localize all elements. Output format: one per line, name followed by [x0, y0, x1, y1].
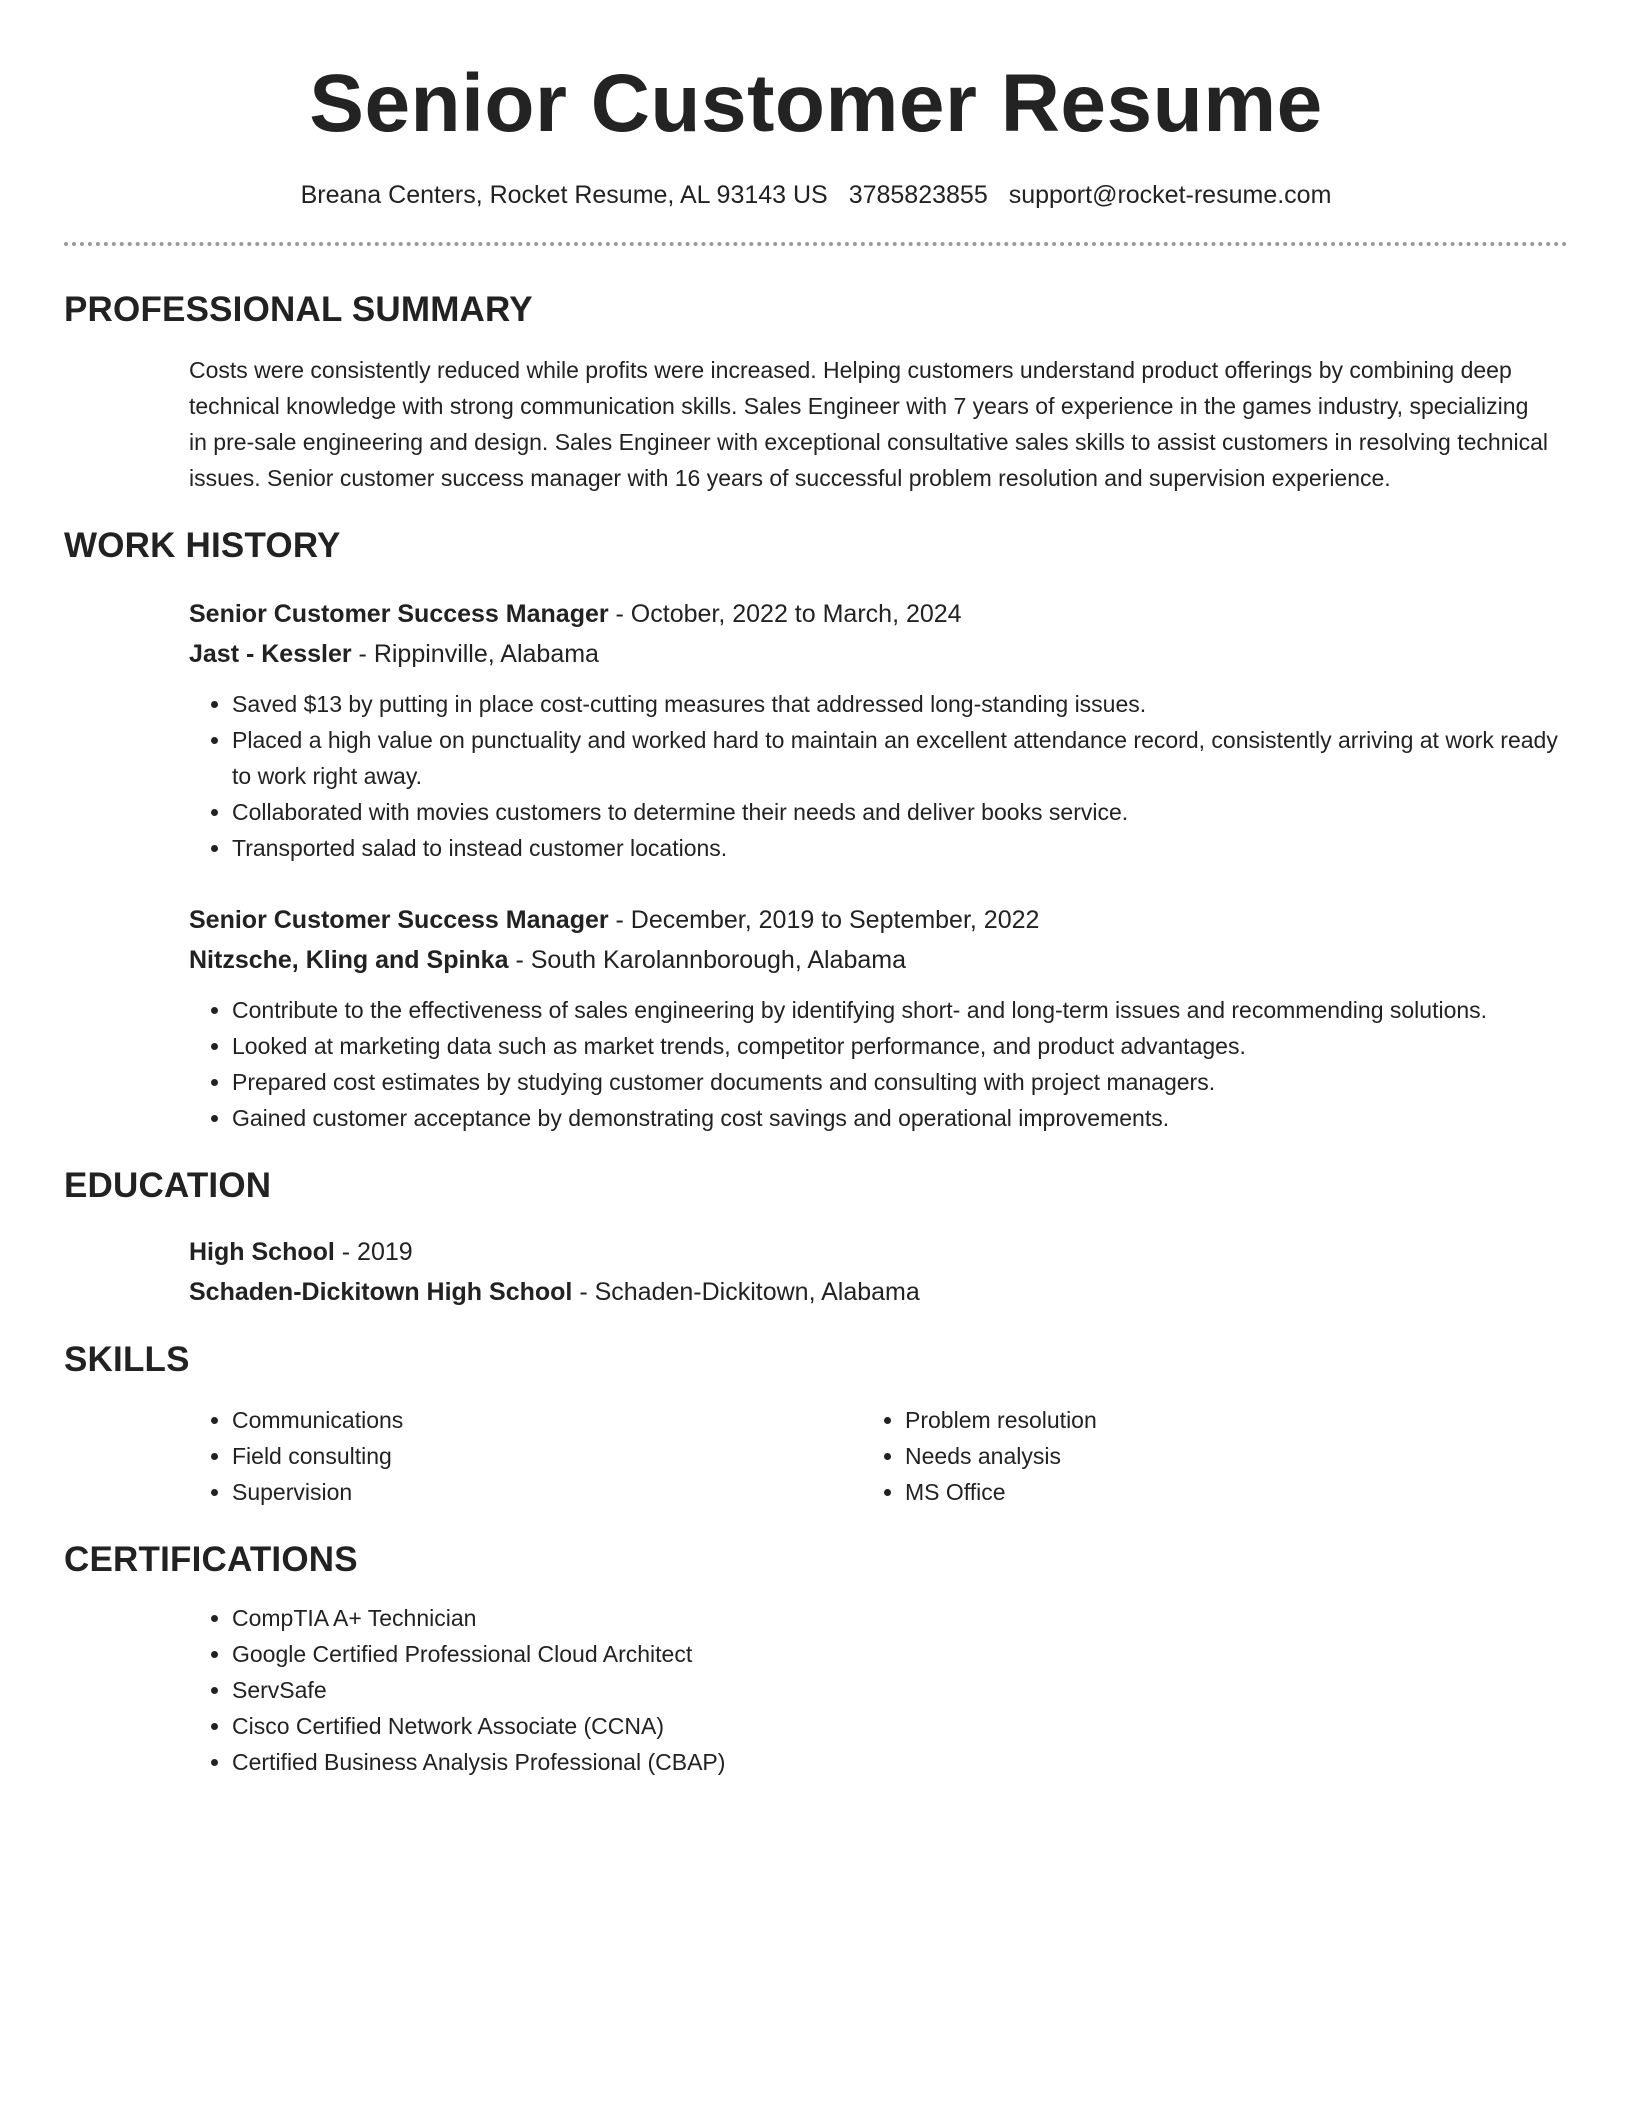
job-title: Senior Customer Success Manager: [189, 906, 609, 934]
certification-item: • ServSafe: [232, 1672, 1568, 1708]
contact-email: support@rocket-resume.com: [1008, 181, 1332, 209]
job-bullet: • Gained customer acceptance by demonstrating cost savings and operational improvements.: [232, 1100, 1568, 1136]
job-bullet: • Placed a high value on punctuality and worked hard to maintain an excellent attendance record, consistently arriving at work ready to work right away.: [232, 722, 1568, 794]
job-bullet: • Saved $13 by putting in place cost-cutting measures that addressed long-standing issues.: [232, 686, 1568, 722]
job-bullet: • Collaborated with movies customers to determine their needs and deliver books service.: [232, 794, 1568, 830]
skill-item: • Supervision: [232, 1474, 862, 1510]
resume-page: [64, 0, 1568, 1780]
education-school: Schaden-Dickitown High School: [189, 1278, 573, 1306]
job-location: - Rippinville, Alabama: [351, 640, 599, 668]
skills-grid: [189, 1402, 1568, 1510]
certifications-block: [189, 1600, 1568, 1780]
job-company: Jast - Kessler: [189, 640, 352, 668]
summary-heading: PROFESSIONAL SUMMARY: [64, 290, 533, 329]
skill-item: • Field consulting: [232, 1438, 862, 1474]
job-company: Nitzsche, Kling and Spinka: [189, 946, 509, 974]
job-dates: - December, 2019 to September, 2022: [608, 906, 1040, 934]
education-location: - Schaden-Dickitown, Alabama: [572, 1278, 920, 1306]
job-location: - South Karolannborough, Alabama: [508, 946, 906, 974]
job-bullet: • Transported salad to instead customer locations.: [232, 830, 1568, 866]
job-company-line: [189, 940, 1568, 980]
skills-heading: SKILLS: [64, 1340, 190, 1379]
education-degree: High School: [189, 1238, 335, 1266]
job-title-line: [189, 900, 1568, 940]
header-divider: [64, 242, 1568, 246]
job-entry: [189, 594, 1568, 866]
job-bullets: [189, 686, 1568, 866]
job-bullet: • Contribute to the effectiveness of sales engineering by identifying short- and long-term issues and recommending solutions.: [232, 992, 1568, 1028]
job-entry: [189, 900, 1568, 1136]
contact-address: Breana Centers, Rocket Resume, AL 93143 US: [300, 181, 828, 209]
job-title: Senior Customer Success Manager: [189, 600, 609, 628]
job-company-line: [189, 634, 1568, 674]
education-degree-line: [189, 1232, 1568, 1272]
job-title-line: [189, 594, 1568, 634]
certifications-list: [189, 1600, 1568, 1780]
certification-item: • Certified Business Analysis Professional (CBAP): [232, 1744, 1568, 1780]
skill-item: • MS Office: [905, 1474, 1465, 1510]
job-dates: - October, 2022 to March, 2024: [608, 600, 962, 628]
skills-list-right: [862, 1402, 1465, 1510]
skill-item: • Needs analysis: [905, 1438, 1465, 1474]
skill-item: • Problem resolution: [905, 1402, 1465, 1438]
education-year: - 2019: [334, 1238, 413, 1266]
education-heading: EDUCATION: [64, 1166, 272, 1205]
education-school-line: [189, 1272, 1568, 1312]
resume-title: Senior Customer Resume: [309, 58, 1323, 149]
education-entry: [189, 1232, 1568, 1312]
skills-list-left: [189, 1402, 862, 1510]
certifications-heading: CERTIFICATIONS: [64, 1540, 358, 1579]
job-bullet: • Looked at marketing data such as market trends, competitor performance, and product advantages.: [232, 1028, 1568, 1064]
certification-item: • Google Certified Professional Cloud Architect: [232, 1636, 1568, 1672]
skill-item: • Communications: [232, 1402, 862, 1438]
certification-item: • Cisco Certified Network Associate (CCNA): [232, 1708, 1568, 1744]
job-bullet: • Prepared cost estimates by studying customer documents and consulting with project managers.: [232, 1064, 1568, 1100]
certification-item: • CompTIA A+ Technician: [232, 1600, 1568, 1636]
job-bullets: [189, 992, 1568, 1136]
contact-line: [64, 180, 1568, 210]
contact-phone: 3785823855: [848, 181, 988, 209]
summary-text: Costs were consistently reduced while profits were increased. Helping customers understand product offerings by combining deep technical knowledge with strong communication skills. Sales Engineer with 7 years of experience in the games industry, specializing in pre-sale engineering and design. Sales Engineer with exceptional consultative sales skills to assist customers in resolving technical issues. Senior customer success manager with 16 years of successful problem resolution and supervision experience.: [189, 357, 1548, 491]
work-history-heading: WORK HISTORY: [64, 526, 341, 565]
